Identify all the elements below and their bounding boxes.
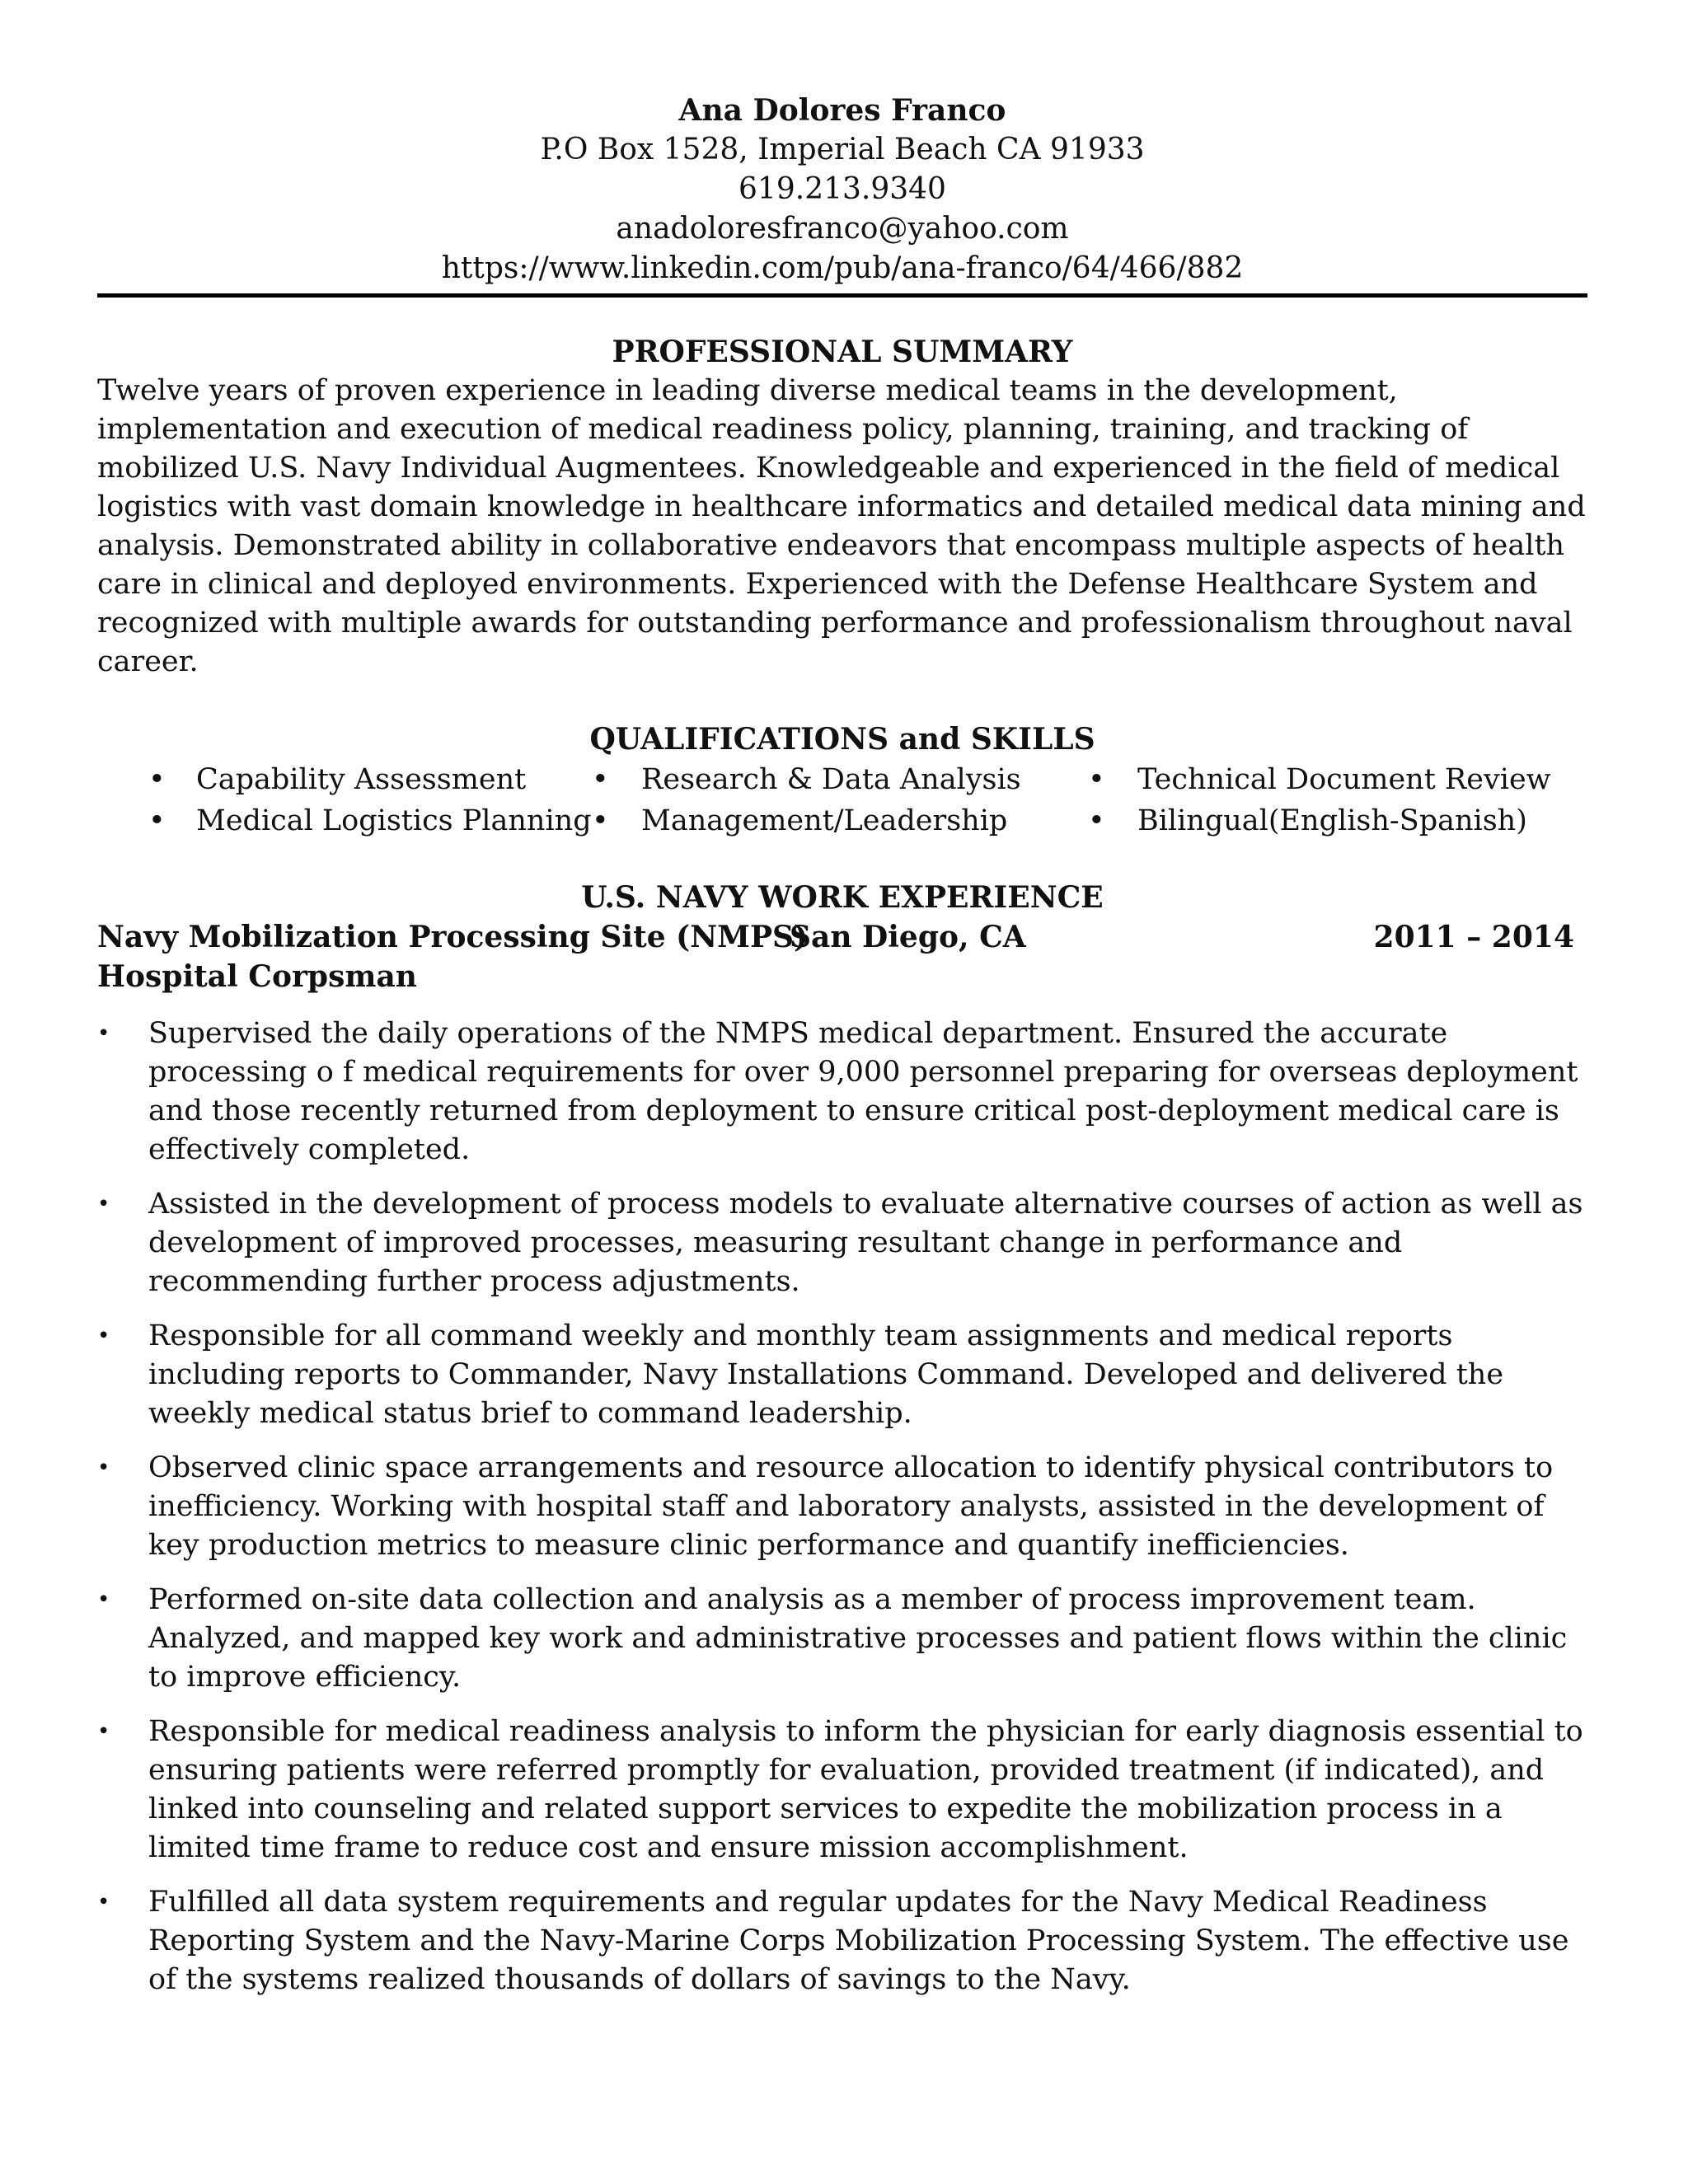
job-header [97,917,1587,957]
resume-page [97,91,1587,2015]
experience-heading: U.S. NAVY WORK EXPERIENCE [581,880,1104,915]
phone-number: 619.213.9340 [738,172,946,206]
applicant-name: Ana Dolores Franco [678,93,1006,128]
skills-column [97,759,592,841]
skills-grid [97,759,1587,841]
duty-item: • Supervised the daily operations of the NMPS medical department. Ensured the accurate processing o f medical requirements for over 9,000 personnel preparing for overseas deployment and those recently returned from deployment to ensure critical post-deployment medical care is effectively completed. [97,1015,1587,1169]
qualifications-heading: QUALIFICATIONS and SKILLS [589,722,1095,757]
contact-header [97,91,1587,288]
job-dates: 2011 – 2014 [1373,920,1574,954]
job-organization: Navy Mobilization Processing Site (NMPS) [97,920,809,954]
skill-item: • Bilingual(English-Spanish) [1086,800,1587,841]
duty-item: • Responsible for medical readiness analysis to inform the physician for early diagnosis essential to ensuring patients were referred promptly for evaluation, provided treatment (if indicated), and linked into counseling and related support services to expedite the mobilization process in a limited time frame to reduce cost and ensure mission accomplishment. [97,1713,1587,1868]
duty-item: • Fulfilled all data system requirements and regular updates for the Navy Medical Readiness Reporting System and the Navy-Marine Corps Mobilization Processing System. The effective use of the systems realized thousands of dollars of savings to the Navy. [97,1883,1587,1999]
skills-column [592,759,1086,841]
job-position: Hospital Corpsman [97,959,417,994]
duty-item: • Performed on-site data collection and analysis as a member of process improvement team. Analyzed, and mapped key work and administrative processes and patient flows within the clinic to improve efficiency. [97,1581,1587,1697]
job-entry [97,917,1587,1999]
linkedin-url: https://www.linkedin.com/pub/ana-franco/64/466/882 [441,251,1244,285]
email-address: anadoloresfranco@yahoo.com [616,212,1069,246]
summary-heading: PROFESSIONAL SUMMARY [612,335,1073,369]
skill-item: • Medical Logistics Planning [97,800,592,841]
job-duties-list [97,1015,1587,1999]
mailing-address: P.O Box 1528, Imperial Beach CA 91933 [540,133,1145,166]
header-divider [97,293,1587,298]
duty-item: • Observed clinic space arrangements and resource allocation to identify physical contributors to inefficiency. Working with hospital staff and laboratory analysts, assisted in the development of key production metrics to measure clinic performance and quantify inefficiencies. [97,1449,1587,1565]
skill-item: • Research & Data Analysis [592,759,1086,800]
skill-item: • Management/Leadership [592,800,1086,841]
skill-item: • Capability Assessment [97,759,592,800]
skills-column [1086,759,1587,841]
job-location: San Diego, CA [790,920,1026,954]
skill-item: • Technical Document Review [1086,759,1587,800]
summary-text: Twelve years of proven experience in leading diverse medical teams in the development, implementation and execution of medical readiness policy, planning, training, and tracking of mobilized U.S. Navy Individual Augmentees. Knowledgeable and experienced in the field of medical logistics with vast domain knowledge in healthcare informatics and detailed medical data mining and analysis. Demonstrated ability in collaborative endeavors that encompass multiple aspects of health care in clinical and deployed environments. Experienced with the Defense Healthcare System and recognized with multiple awards for outstanding performance and professionalism throughout naval career. [97,374,1586,678]
duty-item: • Responsible for all command weekly and monthly team assignments and medical reports including reports to Commander, Navy Installations Command. Developed and delivered the weekly medical status brief to command leadership. [97,1317,1587,1433]
duty-item: • Assisted in the development of process models to evaluate alternative courses of action as well as development of improved processes, measuring resultant change in performance and recommending further process adjustments. [97,1185,1587,1301]
